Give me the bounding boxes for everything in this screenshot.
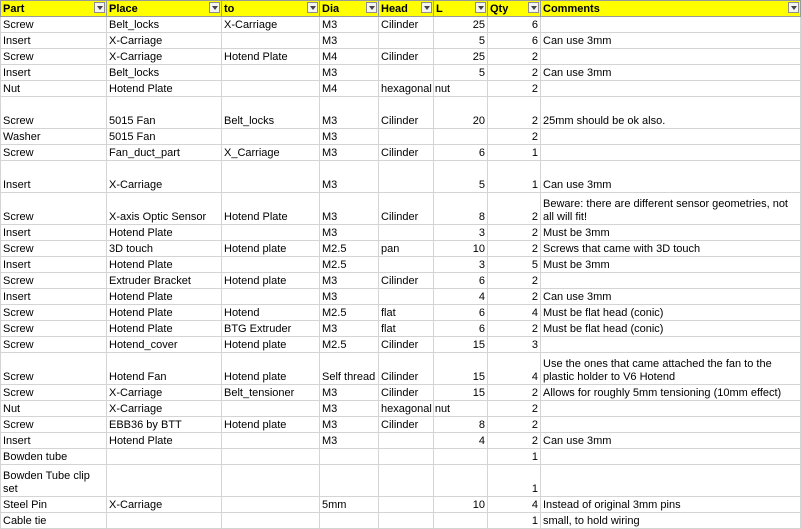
cell-length[interactable]: 4 [434, 433, 488, 449]
cell-length[interactable] [434, 513, 488, 529]
cell-to[interactable] [222, 257, 320, 273]
cell-to[interactable]: BTG Extruder [222, 321, 320, 337]
cell-part[interactable]: Screw [1, 417, 107, 433]
cell-dia[interactable]: M3 [320, 273, 379, 289]
cell-head[interactable]: Cilinder [379, 97, 434, 129]
cell-qty[interactable]: 2 [488, 97, 541, 129]
cell-dia[interactable]: M3 [320, 97, 379, 129]
table-row [1, 513, 801, 529]
cell-dia[interactable]: M2.5 [320, 305, 379, 321]
cell-part[interactable]: Insert [1, 257, 107, 273]
cell-part[interactable]: Screw [1, 385, 107, 401]
header-head[interactable] [379, 1, 434, 17]
cell-comments[interactable]: Can use 3mm [541, 33, 801, 49]
cell-place[interactable]: Hotend Plate [107, 257, 222, 273]
cell-part[interactable]: Screw [1, 337, 107, 353]
cell-head[interactable]: flat [379, 305, 434, 321]
cell-place[interactable]: X-Carriage [107, 401, 222, 417]
cell-dia[interactable]: M3 [320, 145, 379, 161]
cell-comments[interactable]: Screws that came with 3D touch [541, 241, 801, 257]
cell-place[interactable]: Extruder Bracket [107, 273, 222, 289]
cell-part[interactable]: Screw [1, 49, 107, 65]
cell-qty[interactable]: 2 [488, 433, 541, 449]
table-row [1, 145, 801, 161]
table-row [1, 241, 801, 257]
cell-comments[interactable] [541, 449, 801, 465]
cell-dia[interactable]: M3 [320, 289, 379, 305]
cell-comments[interactable] [541, 417, 801, 433]
header-dia[interactable] [320, 1, 379, 17]
cell-comments[interactable]: Must be flat head (conic) [541, 305, 801, 321]
cell-comments[interactable]: Must be 3mm [541, 225, 801, 241]
cell-head[interactable]: Cilinder [379, 353, 434, 385]
table-row [1, 225, 801, 241]
cell-length[interactable]: 8 [434, 193, 488, 225]
cell-dia[interactable]: M4 [320, 49, 379, 65]
cell-qty[interactable]: 2 [488, 241, 541, 257]
cell-part[interactable]: Screw [1, 193, 107, 225]
cell-head[interactable] [379, 33, 434, 49]
cell-place[interactable] [107, 513, 222, 529]
cell-comments[interactable]: Use the ones that came attached the fan to the plastic holder to V6 Hotend [541, 353, 801, 385]
table-row [1, 273, 801, 289]
cell-head[interactable] [379, 497, 434, 513]
cell-comments[interactable]: small, to hold wiring [541, 513, 801, 529]
cell-qty[interactable]: 6 [488, 17, 541, 33]
filter-dropdown-icon[interactable] [528, 2, 539, 13]
cell-dia[interactable]: M3 [320, 33, 379, 49]
header-row [1, 1, 801, 17]
cell-dia[interactable]: M2.5 [320, 241, 379, 257]
cell-part[interactable]: Insert [1, 33, 107, 49]
header-label: Qty [490, 3, 509, 15]
cell-comments[interactable] [541, 273, 801, 289]
cell-dia[interactable]: Self thread [320, 353, 379, 385]
cell-qty[interactable]: 4 [488, 497, 541, 513]
cell-head[interactable] [379, 449, 434, 465]
cell-comments[interactable]: Instead of original 3mm pins [541, 497, 801, 513]
cell-comments[interactable] [541, 129, 801, 145]
cell-place[interactable]: X-Carriage [107, 49, 222, 65]
cell-comments[interactable] [541, 17, 801, 33]
header-label: Head [381, 3, 408, 15]
cell-length[interactable]: 6 [434, 321, 488, 337]
cell-part[interactable]: Screw [1, 321, 107, 337]
cell-qty[interactable]: 2 [488, 225, 541, 241]
cell-to[interactable] [222, 81, 320, 97]
cell-qty[interactable]: 2 [488, 385, 541, 401]
cell-place[interactable]: X-Carriage [107, 385, 222, 401]
table-row [1, 161, 801, 193]
cell-part[interactable]: Screw [1, 97, 107, 129]
cell-length[interactable]: 20 [434, 97, 488, 129]
cell-qty[interactable]: 2 [488, 129, 541, 145]
cell-comments[interactable]: Allows for roughly 5mm tensioning (10mm effect) [541, 385, 801, 401]
cell-comments[interactable] [541, 81, 801, 97]
cell-length[interactable]: 5 [434, 33, 488, 49]
cell-part[interactable]: Insert [1, 289, 107, 305]
table-row [1, 129, 801, 145]
cell-qty[interactable]: 4 [488, 353, 541, 385]
cell-place[interactable]: Hotend Fan [107, 353, 222, 385]
cell-to[interactable]: Hotend plate [222, 241, 320, 257]
header-label: Comments [543, 3, 600, 15]
cell-length[interactable]: 10 [434, 497, 488, 513]
header-label: Part [3, 3, 25, 15]
cell-to[interactable] [222, 513, 320, 529]
cell-dia[interactable]: M2.5 [320, 257, 379, 273]
cell-to[interactable] [222, 497, 320, 513]
cell-place[interactable]: 3D touch [107, 241, 222, 257]
cell-place[interactable] [107, 449, 222, 465]
cell-part[interactable]: Screw [1, 241, 107, 257]
cell-to[interactable]: Hotend plate [222, 337, 320, 353]
cell-qty[interactable]: 1 [488, 465, 541, 497]
cell-to[interactable] [222, 161, 320, 193]
cell-dia[interactable]: M3 [320, 225, 379, 241]
cell-part[interactable]: Nut [1, 401, 107, 417]
header-place[interactable] [107, 1, 222, 17]
cell-dia[interactable]: M3 [320, 161, 379, 193]
table-row [1, 97, 801, 129]
cell-head[interactable]: hexagonal nut [379, 81, 434, 97]
cell-head[interactable]: Cilinder [379, 337, 434, 353]
table-row [1, 33, 801, 49]
cell-dia[interactable]: M3 [320, 129, 379, 145]
header-qty[interactable] [488, 1, 541, 17]
cell-to[interactable]: X-Carriage [222, 17, 320, 33]
cell-to[interactable]: Belt_tensioner [222, 385, 320, 401]
cell-to[interactable] [222, 129, 320, 145]
cell-comments[interactable]: 25mm should be ok also. [541, 97, 801, 129]
cell-head[interactable]: flat [379, 321, 434, 337]
cell-to[interactable] [222, 289, 320, 305]
cell-part[interactable]: Bowden Tube clip set [1, 465, 107, 497]
cell-length[interactable]: 5 [434, 161, 488, 193]
cell-comments[interactable]: Beware: there are different sensor geometries, not all will fit! [541, 193, 801, 225]
cell-to[interactable]: Hotend Plate [222, 193, 320, 225]
cell-head[interactable] [379, 161, 434, 193]
cell-part[interactable]: Screw [1, 145, 107, 161]
cell-part[interactable]: Washer [1, 129, 107, 145]
cell-head[interactable]: Cilinder [379, 17, 434, 33]
cell-place[interactable]: Hotend Plate [107, 433, 222, 449]
cell-head[interactable]: Cilinder [379, 193, 434, 225]
table-row [1, 257, 801, 273]
cell-dia[interactable]: M3 [320, 385, 379, 401]
cell-length[interactable]: 25 [434, 49, 488, 65]
cell-head[interactable] [379, 465, 434, 497]
cell-length[interactable]: 3 [434, 257, 488, 273]
cell-part[interactable]: Steel Pin [1, 497, 107, 513]
cell-to[interactable]: Belt_locks [222, 97, 320, 129]
cell-comments[interactable] [541, 401, 801, 417]
cell-comments[interactable] [541, 49, 801, 65]
cell-qty[interactable]: 2 [488, 417, 541, 433]
cell-qty[interactable]: 2 [488, 273, 541, 289]
cell-place[interactable] [107, 465, 222, 497]
cell-head[interactable] [379, 433, 434, 449]
cell-place[interactable]: Fan_duct_part [107, 145, 222, 161]
cell-comments[interactable] [541, 465, 801, 497]
table-row [1, 321, 801, 337]
cell-qty[interactable]: 5 [488, 257, 541, 273]
header-to[interactable] [222, 1, 320, 17]
cell-place[interactable]: Hotend Plate [107, 305, 222, 321]
cell-comments[interactable]: Can use 3mm [541, 65, 801, 81]
cell-qty[interactable]: 1 [488, 449, 541, 465]
cell-qty[interactable]: 6 [488, 33, 541, 49]
cell-to[interactable] [222, 65, 320, 81]
cell-length[interactable]: 6 [434, 305, 488, 321]
table-row [1, 193, 801, 225]
cell-dia[interactable]: M3 [320, 321, 379, 337]
cell-part[interactable]: Screw [1, 305, 107, 321]
filter-dropdown-icon[interactable] [475, 2, 486, 13]
header-comments[interactable] [541, 1, 801, 17]
table-row [1, 433, 801, 449]
table-row [1, 417, 801, 433]
table-row [1, 49, 801, 65]
cell-dia[interactable]: M2.5 [320, 337, 379, 353]
table-row [1, 81, 801, 97]
cell-head[interactable] [379, 225, 434, 241]
cell-comments[interactable]: Can use 3mm [541, 161, 801, 193]
cell-place[interactable]: Hotend_cover [107, 337, 222, 353]
table-row [1, 353, 801, 385]
table-row [1, 289, 801, 305]
cell-part[interactable]: Screw [1, 17, 107, 33]
cell-to[interactable]: Hotend plate [222, 417, 320, 433]
cell-place[interactable]: EBB36 by BTT [107, 417, 222, 433]
table-row [1, 65, 801, 81]
cell-dia[interactable]: 5mm [320, 497, 379, 513]
cell-to[interactable]: Hotend plate [222, 273, 320, 289]
cell-part[interactable]: Screw [1, 273, 107, 289]
cell-to[interactable]: Hotend plate [222, 353, 320, 385]
header-part[interactable] [1, 1, 107, 17]
cell-place[interactable]: Belt_locks [107, 65, 222, 81]
cell-dia[interactable]: M3 [320, 433, 379, 449]
table-row [1, 401, 801, 417]
cell-comments[interactable]: Must be flat head (conic) [541, 321, 801, 337]
table-row [1, 449, 801, 465]
cell-qty[interactable]: 1 [488, 513, 541, 529]
cell-head[interactable] [379, 513, 434, 529]
cell-head[interactable] [379, 65, 434, 81]
cell-place[interactable]: Hotend Plate [107, 225, 222, 241]
header-label: Dia [322, 3, 340, 15]
cell-to[interactable]: Hotend [222, 305, 320, 321]
cell-comments[interactable]: Can use 3mm [541, 289, 801, 305]
cell-dia[interactable] [320, 449, 379, 465]
cell-length[interactable]: 25 [434, 17, 488, 33]
table-row [1, 337, 801, 353]
cell-head[interactable] [379, 257, 434, 273]
cell-comments[interactable]: Can use 3mm [541, 433, 801, 449]
cell-part[interactable]: Insert [1, 65, 107, 81]
filter-dropdown-icon[interactable] [209, 2, 220, 13]
cell-length[interactable] [434, 449, 488, 465]
cell-head[interactable]: Cilinder [379, 145, 434, 161]
cell-comments[interactable] [541, 145, 801, 161]
table-row [1, 17, 801, 33]
cell-place[interactable]: X-Carriage [107, 161, 222, 193]
cell-qty[interactable]: 3 [488, 337, 541, 353]
cell-dia[interactable] [320, 513, 379, 529]
cell-qty[interactable]: 4 [488, 305, 541, 321]
cell-head[interactable]: pan [379, 241, 434, 257]
cell-to[interactable] [222, 401, 320, 417]
cell-to[interactable] [222, 449, 320, 465]
cell-to[interactable] [222, 433, 320, 449]
table-body [1, 17, 801, 529]
header-label: Place [109, 3, 138, 15]
cell-length[interactable]: 5 [434, 65, 488, 81]
cell-place[interactable]: Hotend Plate [107, 321, 222, 337]
filter-dropdown-icon[interactable] [788, 2, 799, 13]
table-row [1, 465, 801, 497]
cell-to[interactable] [222, 33, 320, 49]
cell-to[interactable]: Hotend Plate [222, 49, 320, 65]
cell-length[interactable]: 6 [434, 145, 488, 161]
cell-qty[interactable]: 2 [488, 289, 541, 305]
cell-qty[interactable]: 2 [488, 321, 541, 337]
cell-length[interactable]: 3 [434, 225, 488, 241]
filter-dropdown-icon[interactable] [366, 2, 377, 13]
cell-place[interactable]: 5015 Fan [107, 129, 222, 145]
cell-comments[interactable] [541, 337, 801, 353]
cell-qty[interactable]: 2 [488, 193, 541, 225]
cell-place[interactable]: X-Carriage [107, 497, 222, 513]
cell-part[interactable]: Insert [1, 225, 107, 241]
cell-place[interactable]: X-Carriage [107, 33, 222, 49]
cell-place[interactable]: X-axis Optic Sensor [107, 193, 222, 225]
filter-dropdown-icon[interactable] [307, 2, 318, 13]
cell-dia[interactable]: M3 [320, 417, 379, 433]
cell-head[interactable]: Cilinder [379, 49, 434, 65]
cell-head[interactable]: Cilinder [379, 417, 434, 433]
cell-part[interactable]: Cable tie [1, 513, 107, 529]
cell-length[interactable] [434, 129, 488, 145]
cell-place[interactable]: Belt_locks [107, 17, 222, 33]
cell-dia[interactable]: M3 [320, 193, 379, 225]
cell-qty[interactable]: 2 [488, 65, 541, 81]
table-row [1, 497, 801, 513]
cell-place[interactable]: Hotend Plate [107, 81, 222, 97]
cell-to[interactable] [222, 225, 320, 241]
cell-length[interactable]: 10 [434, 241, 488, 257]
header-label: to [224, 3, 235, 15]
cell-dia[interactable]: M3 [320, 17, 379, 33]
cell-dia[interactable]: M4 [320, 81, 379, 97]
cell-to[interactable]: X_Carriage [222, 145, 320, 161]
cell-length[interactable]: 15 [434, 385, 488, 401]
cell-part[interactable]: Insert [1, 433, 107, 449]
cell-dia[interactable]: M3 [320, 65, 379, 81]
cell-dia[interactable]: M3 [320, 401, 379, 417]
cell-qty[interactable]: 2 [488, 401, 541, 417]
cell-part[interactable]: Screw [1, 353, 107, 385]
filter-dropdown-icon[interactable] [421, 2, 432, 13]
cell-qty[interactable]: 2 [488, 81, 541, 97]
cell-head[interactable] [379, 129, 434, 145]
cell-qty[interactable]: 1 [488, 145, 541, 161]
cell-to[interactable] [222, 465, 320, 497]
cell-part[interactable]: Nut [1, 81, 107, 97]
cell-length[interactable]: 15 [434, 353, 488, 385]
cell-head[interactable] [379, 289, 434, 305]
table-row [1, 385, 801, 401]
filter-dropdown-icon[interactable] [94, 2, 105, 13]
cell-qty[interactable]: 1 [488, 161, 541, 193]
cell-place[interactable]: 5015 Fan [107, 97, 222, 129]
cell-part[interactable]: Insert [1, 161, 107, 193]
cell-length[interactable]: 15 [434, 337, 488, 353]
header-l[interactable] [434, 1, 488, 17]
cell-dia[interactable] [320, 465, 379, 497]
cell-head[interactable]: hexagonal nut [379, 401, 434, 417]
cell-length[interactable] [434, 465, 488, 497]
cell-length[interactable]: 8 [434, 417, 488, 433]
header-label: L [436, 3, 443, 15]
cell-length[interactable]: 6 [434, 273, 488, 289]
table-row [1, 305, 801, 321]
cell-part[interactable]: Bowden tube [1, 449, 107, 465]
cell-head[interactable]: Cilinder [379, 385, 434, 401]
cell-comments[interactable]: Must be 3mm [541, 257, 801, 273]
cell-length[interactable]: 4 [434, 289, 488, 305]
cell-qty[interactable]: 2 [488, 49, 541, 65]
cell-head[interactable]: Cilinder [379, 273, 434, 289]
cell-place[interactable]: Hotend Plate [107, 289, 222, 305]
